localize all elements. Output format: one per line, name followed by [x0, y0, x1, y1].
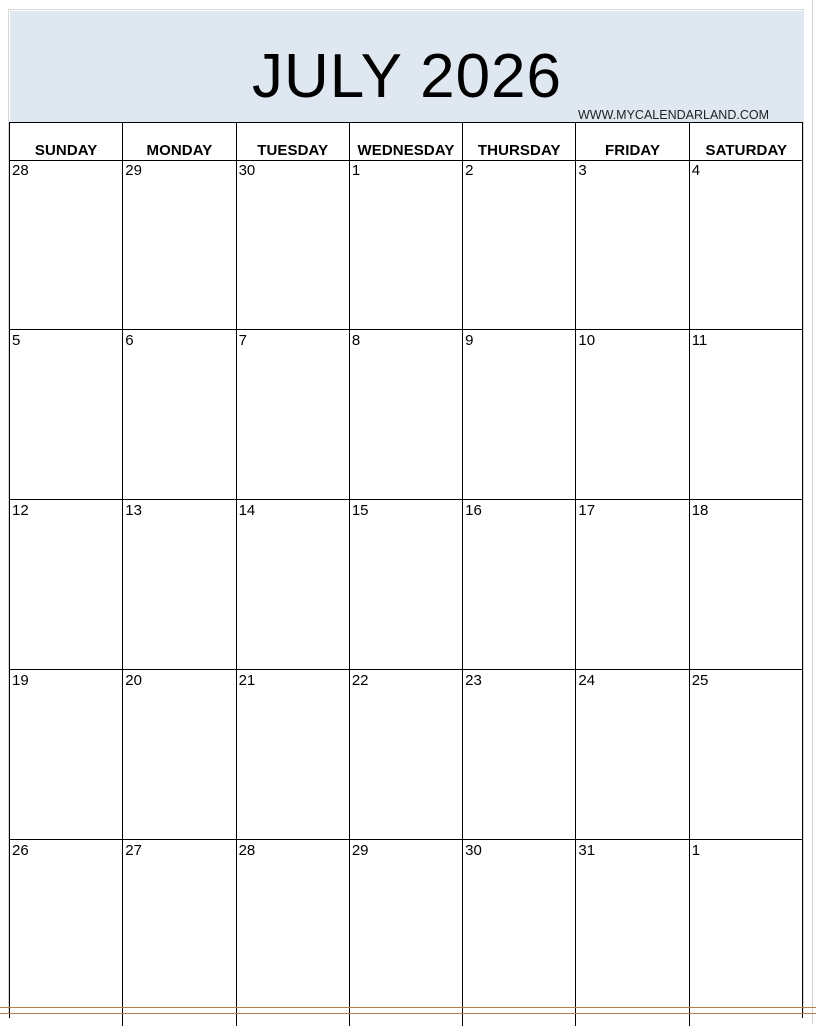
- day-cell: [237, 330, 350, 499]
- day-number: 2: [465, 162, 474, 179]
- day-number: 28: [238, 842, 256, 859]
- day-number: 21: [238, 672, 256, 689]
- weekday-cell: [463, 123, 576, 160]
- day-cell: [350, 670, 463, 839]
- weekday-cell: [10, 123, 123, 160]
- day-cell: [10, 840, 123, 1026]
- day-number: 4: [691, 162, 701, 179]
- day-number: 3: [578, 162, 587, 179]
- weekday-cell: [123, 123, 236, 160]
- weekday-cell: [576, 123, 689, 160]
- day-cell: [237, 500, 350, 669]
- day-cell: [10, 330, 123, 499]
- day-number: 17: [578, 502, 596, 519]
- month-title: JULY 2026: [251, 42, 563, 111]
- day-number: 16: [465, 502, 482, 519]
- day-cell: [123, 840, 236, 1026]
- day-number: 19: [12, 672, 29, 689]
- day-cell: [123, 670, 236, 839]
- day-number: 22: [351, 672, 369, 689]
- day-cell: [463, 160, 576, 329]
- weekday-label: MONDAY: [146, 142, 213, 159]
- day-number: 11: [691, 332, 708, 349]
- day-cell: [10, 500, 123, 669]
- day-cell: [463, 330, 576, 499]
- day-number: 15: [351, 502, 369, 519]
- day-cell: [576, 840, 689, 1026]
- day-number: 14: [238, 502, 256, 519]
- weekday-cell: [690, 123, 803, 160]
- day-number: 6: [125, 332, 134, 349]
- calendar-header: [10, 11, 804, 122]
- day-number: 23: [465, 672, 482, 689]
- day-number: 30: [238, 162, 256, 179]
- day-cell: [237, 160, 350, 329]
- day-number: 18: [691, 502, 709, 519]
- weekday-label: SATURDAY: [705, 142, 788, 159]
- day-cell: [690, 840, 803, 1026]
- day-cell: [690, 160, 803, 329]
- calendar-grid: [9, 122, 803, 1018]
- day-number: 12: [12, 502, 29, 519]
- weekday-cell: [350, 123, 463, 160]
- day-number: 29: [125, 162, 142, 179]
- week-row: [10, 160, 803, 330]
- day-number: 9: [465, 332, 474, 349]
- weekday-label: THURSDAY: [477, 142, 561, 159]
- day-cell: [123, 330, 236, 499]
- day-number: 20: [125, 672, 142, 689]
- day-cell: [10, 670, 123, 839]
- bottom-rule: [0, 1007, 816, 1008]
- day-number: 30: [465, 842, 482, 859]
- day-cell: [463, 500, 576, 669]
- day-cell: [690, 670, 803, 839]
- day-number: 26: [12, 842, 29, 859]
- day-cell: [10, 160, 123, 329]
- day-cell: [576, 500, 689, 669]
- day-cell: [463, 670, 576, 839]
- day-cell: [690, 500, 803, 669]
- weekday-header-row: [10, 123, 803, 161]
- day-cell: [350, 330, 463, 499]
- day-number: 28: [12, 162, 29, 179]
- day-cell: [350, 160, 463, 329]
- day-cell: [576, 160, 689, 329]
- day-number: 7: [238, 332, 247, 349]
- day-cell: [350, 500, 463, 669]
- day-number: 8: [351, 332, 361, 349]
- day-number: 31: [578, 842, 596, 859]
- day-cell: [463, 840, 576, 1026]
- day-number: 29: [351, 842, 369, 859]
- weekday-label: FRIDAY: [605, 142, 661, 159]
- day-cell: [576, 670, 689, 839]
- page-edge-line: [812, 0, 813, 1024]
- weekday-label: SUNDAY: [34, 142, 98, 159]
- day-number: 24: [578, 672, 596, 689]
- day-number: 1: [351, 162, 361, 179]
- day-cell: [690, 330, 803, 499]
- day-number: 13: [125, 502, 142, 519]
- weekday-cell: [237, 123, 350, 160]
- day-number: 1: [691, 842, 701, 859]
- day-cell: [123, 500, 236, 669]
- day-cell: [237, 840, 350, 1026]
- day-number: 5: [12, 332, 21, 349]
- day-cell: [237, 670, 350, 839]
- weekday-label: TUESDAY: [257, 142, 329, 159]
- day-cell: [123, 160, 236, 329]
- day-number: 10: [578, 332, 596, 349]
- week-row: [10, 330, 803, 500]
- bottom-rule: [0, 1013, 816, 1014]
- week-row: [10, 500, 803, 670]
- day-number: 27: [125, 842, 142, 859]
- week-row: [10, 840, 803, 1026]
- day-number: 25: [691, 672, 709, 689]
- weekday-label: WEDNESDAY: [357, 142, 455, 159]
- day-cell: [576, 330, 689, 499]
- weeks-container: [10, 160, 803, 1026]
- day-cell: [350, 840, 463, 1026]
- website-url: WWW.MYCALENDARLAND.COM: [578, 108, 769, 122]
- week-row: [10, 670, 803, 840]
